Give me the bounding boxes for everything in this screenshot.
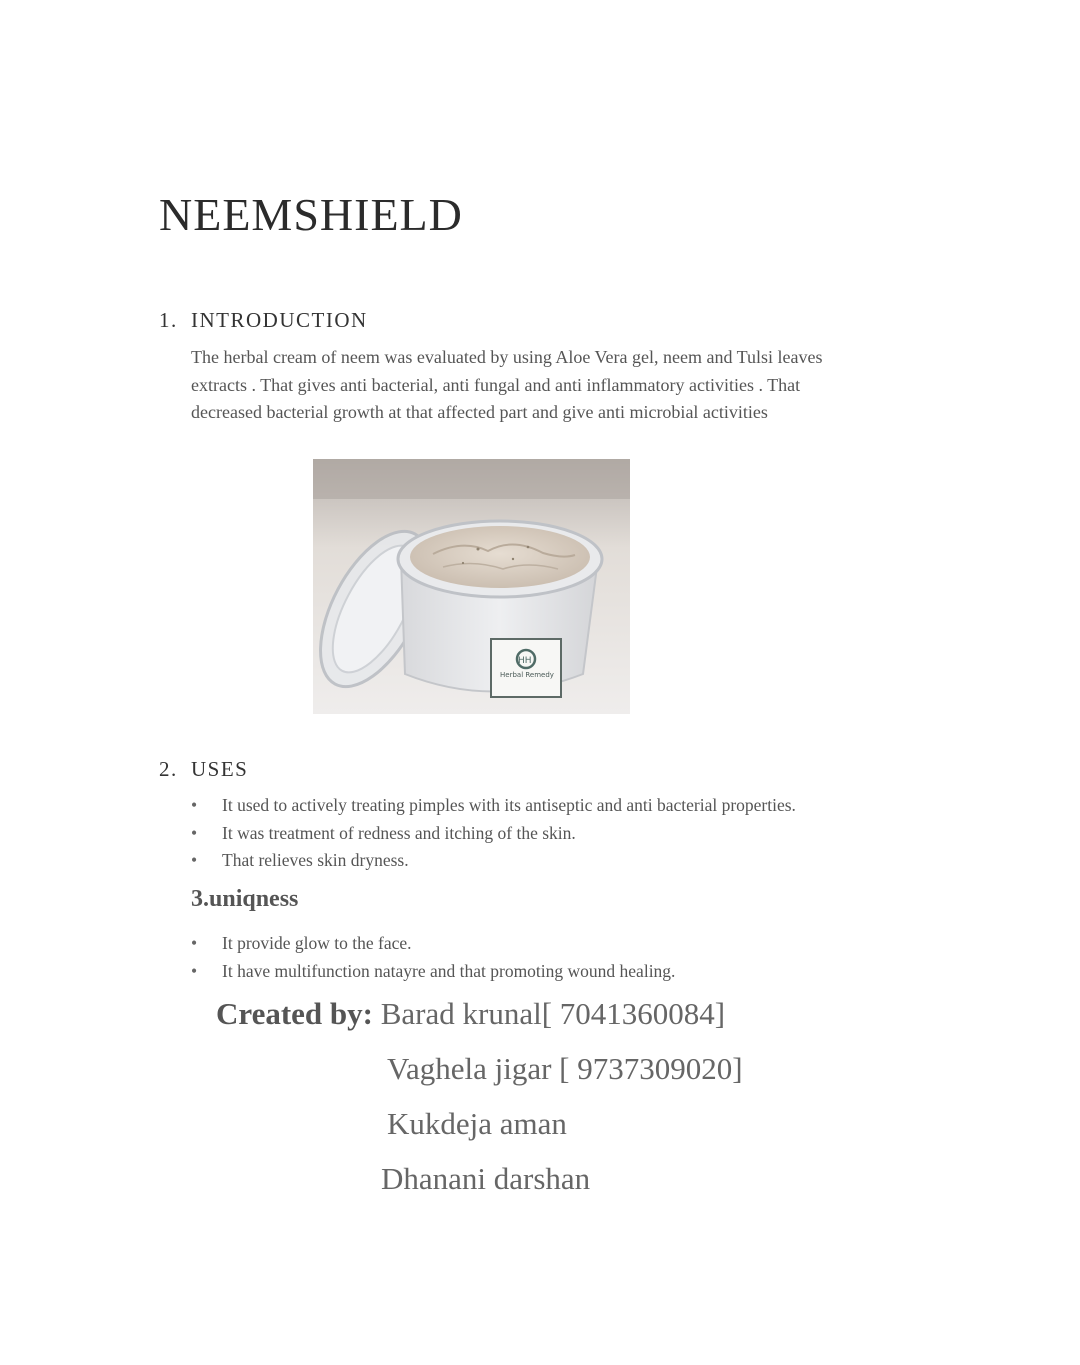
- list-item: • It used to actively treating pimples with its antiseptic and anti bacterial properties.: [191, 792, 796, 820]
- jar-label-text: Herbal Remedy: [500, 671, 554, 679]
- section-heading-introduction: [159, 308, 368, 333]
- document-title: NEEMSHIELD: [159, 189, 463, 240]
- paragraph-line: The herbal cream of neem was evaluated by using Aloe Vera gel, neem and Tulsi leaves: [191, 347, 823, 367]
- section-heading-label: USES: [191, 757, 249, 781]
- credits-label: Created by:: [216, 996, 373, 1031]
- credit-name: Kukdeja aman: [387, 1106, 567, 1141]
- section-heading-uniqueness: 3.uniqness: [191, 886, 299, 912]
- paragraph-line: extracts . That gives anti bacterial, anti fungal and anti inflammatory activities . That: [191, 374, 801, 395]
- credit-name: Vaghela jigar [ 9737309020]: [387, 1051, 743, 1086]
- credit-name: Dhanani darshan: [381, 1161, 591, 1196]
- list-item: • It have multifunction natayre and that promoting wound healing.: [191, 958, 675, 986]
- credit-name: Barad krunal[ 7041360084]: [380, 996, 726, 1031]
- list-item: • It provide glow to the face.: [191, 930, 675, 958]
- section-number: 1.: [159, 308, 178, 332]
- uses-list: [191, 792, 796, 875]
- svg-text:HH: HH: [518, 656, 532, 666]
- cream-jar-illustration: [313, 459, 630, 714]
- credits-line-1: [216, 996, 725, 1032]
- introduction-paragraph: [191, 344, 931, 427]
- paragraph-line: decreased bacterial growth at that affected part and give anti microbial activities: [191, 402, 768, 422]
- section-heading-uses: [159, 757, 248, 782]
- list-item: • It was treatment of redness and itching of the skin.: [191, 820, 796, 848]
- section-heading-label: INTRODUCTION: [191, 308, 368, 332]
- list-item: • That relieves skin dryness.: [191, 847, 796, 875]
- section-number: 2.: [159, 757, 178, 781]
- product-photo: [313, 459, 630, 714]
- uniqueness-list: [191, 930, 675, 985]
